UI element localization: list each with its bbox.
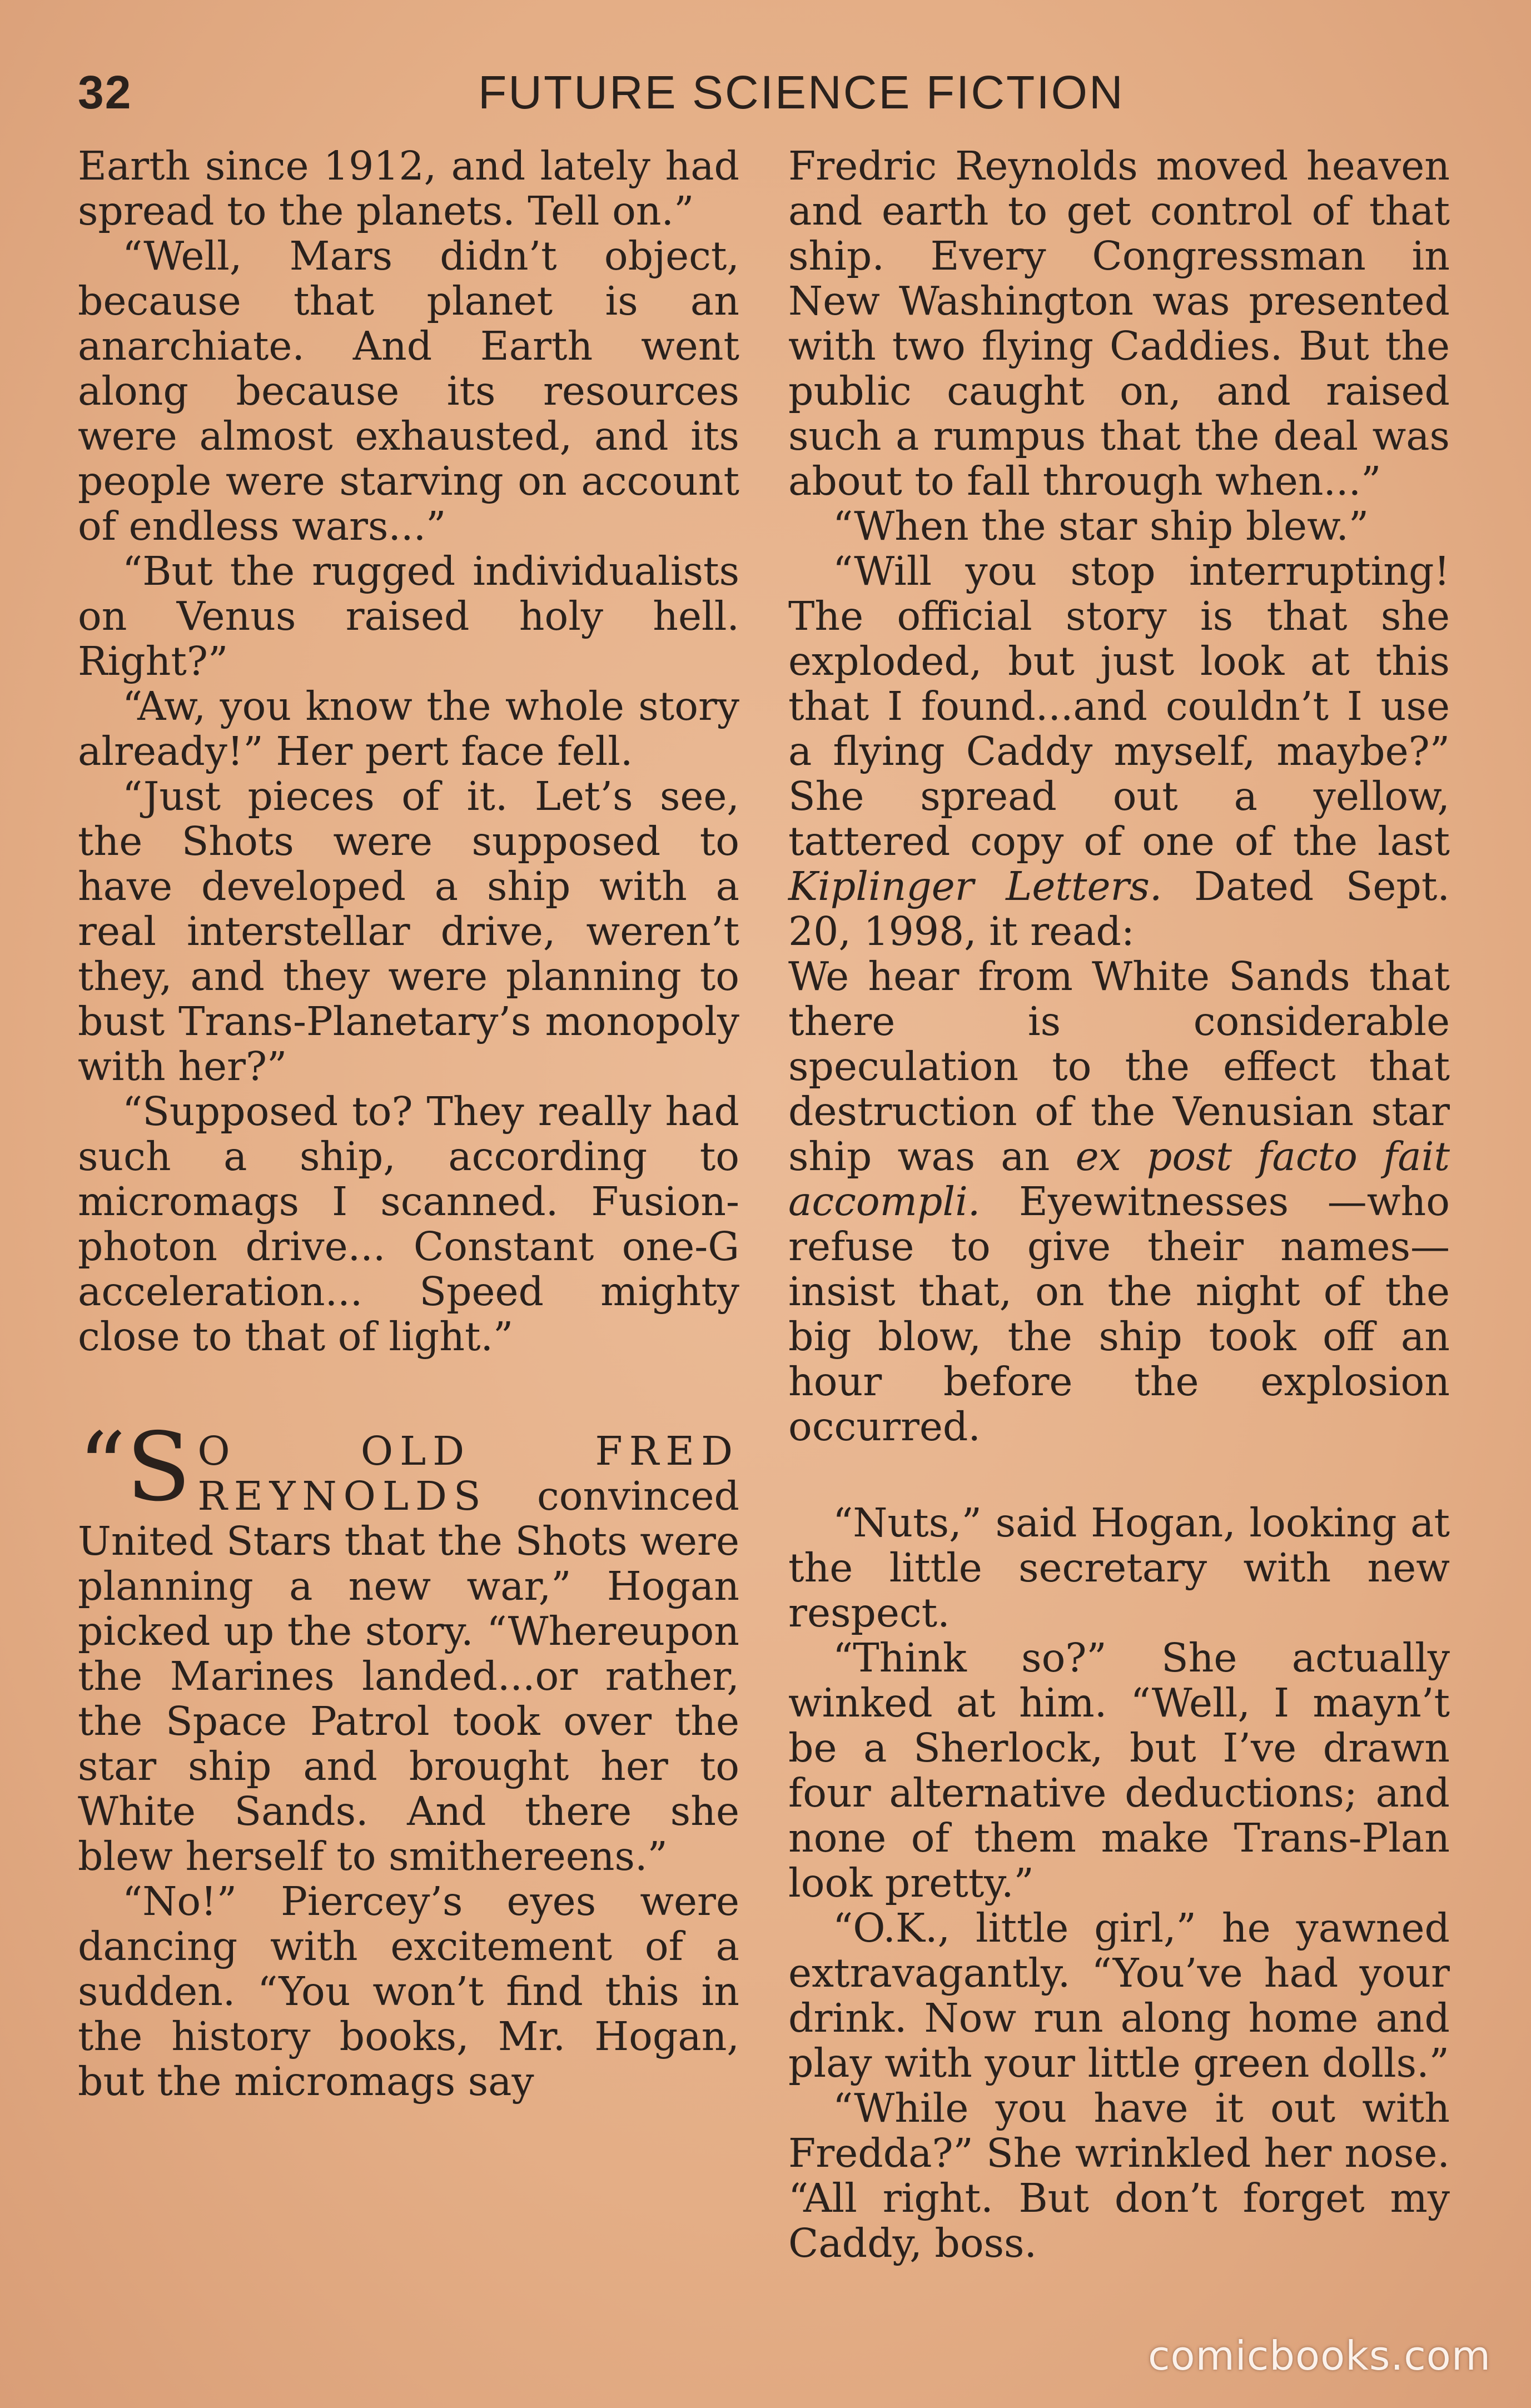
running-head: FUTURE SCIENCE FICTION [478, 66, 1125, 118]
small-caps-lead: O OLD FRED REYNOLDS [197, 1428, 739, 1519]
paragraph: “Just pieces of it. Let’s see, the Shots were supposed to have developed a ship with a real interstellar drive, weren’t they, and they were planning to bust Trans-Planetary’s monopoly with her?” [78, 773, 739, 1089]
paragraph: “Well, Mars didn’t object, because that planet is an anarchiate. And Earth went along because its resources were almost exhausted, and its people were starving on account of endless wars...” [78, 233, 739, 549]
quote-text: Eyewitnesses —who refuse to give their names— insist that, on the night of the big blow, the ship took off an hour before the explosion occurred. [788, 1178, 1450, 1450]
paragraph: “When the star ship blew.” [833, 503, 1369, 549]
right-column [788, 143, 1450, 2266]
paragraph-text: “Will you stop interrupting! The official story is that she exploded, but just look at this that I found...and couldn’t I use a flying Caddy myself, maybe?” She spread out a yellow, tattered copy of one of the last [788, 548, 1450, 864]
paragraph: “While you have it out with Fredda?” She wrinkled her nose. “All right. But don’t forget my Caddy, boss. [788, 2085, 1450, 2266]
drop-cap-letter: S [126, 1412, 191, 1523]
paragraph: “Nuts,” said Hogan, looking at the little secretary with new respect. [788, 1500, 1450, 1636]
paragraph: “O.K., little girl,” he yawned extravagantly. “You’ve had your drink. Now run along home and play with your little green dolls.” [788, 1905, 1450, 2086]
quote-text: We hear from White Sands that there is considerable speculation to the effect that destruction of the Venusian star ship was an [788, 953, 1450, 1180]
drop-cap [78, 1412, 191, 1523]
paragraph: Earth since 1912, and lately had spread to the planets. Tell on.” [78, 143, 739, 234]
paragraph: “Aw, you know the whole story already!” Her pert face fell. [78, 683, 739, 774]
paragraph: “Think so?” She actually winked at him. “Well, I mayn’t be a Sherlock, but I’ve drawn four alternative deductions; and none of them make Trans-Plan look pretty.” [788, 1635, 1450, 1906]
paragraph-text: convinced United Stars that the Shots were planning a new war,” Hogan picked up the story. “Whereupon the Marines landed...or rather, the Space Patrol took over the star ship and brought her to White Sands. And there she blew herself to smithereens.” [78, 1473, 739, 1879]
paragraph: “Supposed to? They really had such a ship, according to micromags I scanned. Fusion-photon drive... Constant one-G acceleration... Speed mighty close to that of light.” [78, 1088, 739, 1360]
paragraph-text: Dated Sept. 20, 1998, it read: [788, 863, 1450, 954]
left-column [78, 143, 739, 2104]
page-number: 32 [78, 66, 132, 118]
block-quote [788, 954, 1450, 1449]
paragraph: “No!” Piercey’s eyes were dancing with excitement of a sudden. “You won’t find this in the history books, Mr. Hogan, but the micromags say [78, 1878, 739, 2104]
site-watermark: comicbooks.com [1147, 2332, 1491, 2379]
publication-title: Kiplinger Letters. [788, 863, 1162, 909]
section-opening-paragraph [78, 1412, 739, 1879]
open-quote: “ [78, 1412, 126, 1523]
paragraph [788, 549, 1450, 954]
paragraph: “But the rugged individualists on Venus raised holy hell. Right?” [78, 548, 739, 684]
quote-italic-phrase: ex post facto fait accompli. [788, 1133, 1450, 1225]
paragraph: Fredric Reynolds moved heaven and earth to get control of that ship. Every Congressman in New Washington was presented with two flying Caddies. But the public caught on, and raised such a rumpus that the deal was about to fall through when...” [788, 143, 1450, 504]
